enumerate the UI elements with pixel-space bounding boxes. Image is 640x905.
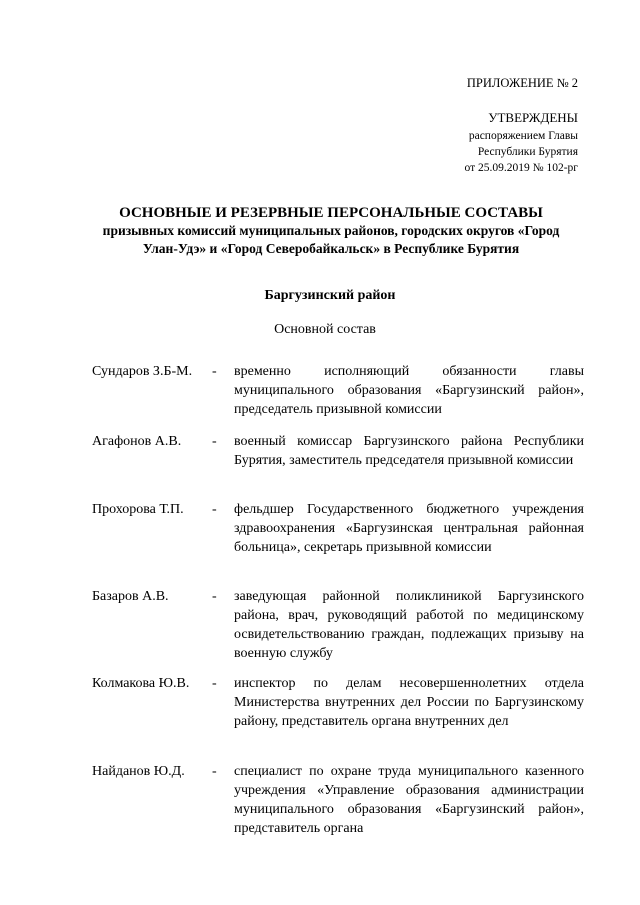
member-name: Сундаров З.Б-М.: [92, 364, 193, 379]
member-dash: -: [212, 676, 217, 691]
member-role: фельдшер Государственного бюджетного учреждения здравоохранения «Баргузинская центральная районная больница», секретарь призывной комиссии: [234, 502, 584, 555]
title-subtitle: призывных комиссий муниципальных районов, городских округов «Город Улан-Удэ» и «Город Северобайкальск» в Республике Бурятия: [102, 223, 560, 256]
document-title: [96, 204, 566, 258]
member-name: Базаров А.В.: [92, 589, 169, 604]
member-role: военный комиссар Баргузинского района Республики Бурятия, заместитель председателя призывной комиссии: [234, 434, 584, 468]
member-role: временно исполняющий обязанности главы муниципального образования «Баргузинский район», председатель призывной комиссии: [234, 364, 584, 417]
member-name: Найданов Ю.Д.: [92, 764, 185, 779]
approval-line: от 25.09.2019 № 102-рг: [464, 162, 578, 174]
member-name: Прохорова Т.П.: [92, 502, 184, 517]
approval-heading: УТВЕРЖДЕНЫ: [488, 110, 578, 125]
title-main: ОСНОВНЫЕ И РЕЗЕРВНЫЕ ПЕРСОНАЛЬНЫЕ СОСТАВЫ: [119, 205, 543, 221]
member-role: специалист по охране труда муниципального казенного учреждения «Управление образования администрации муниципального образования «Баргузинский район», представитель органа: [234, 764, 584, 836]
approval-line: распоряжением Главы: [468, 130, 578, 142]
member-dash: -: [212, 434, 217, 449]
member-dash: -: [212, 502, 217, 517]
member-dash: -: [212, 764, 217, 779]
member-role: инспектор по делам несовершеннолетних отдела Министерства внутренних дел России по Баргузинскому району, представитель органа внутренних дел: [234, 676, 584, 729]
district-heading: Баргузинский район: [264, 288, 396, 303]
member-name: Агафонов А.В.: [92, 434, 182, 449]
member-dash: -: [212, 364, 217, 379]
appendix-number: ПРИЛОЖЕНИЕ № 2: [466, 76, 578, 90]
approval-block: [464, 110, 578, 176]
member-dash: -: [212, 589, 217, 604]
member-role: заведующая районной поликлиникой Баргузинского района, врач, руководящий работой по медицинскому освидетельствованию граждан, подлежащих призыву на военную службу: [234, 589, 584, 661]
member-name: Колмакова Ю.В.: [92, 676, 190, 691]
approval-line: Республики Бурятия: [477, 146, 578, 158]
composition-heading: Основной состав: [274, 322, 376, 337]
